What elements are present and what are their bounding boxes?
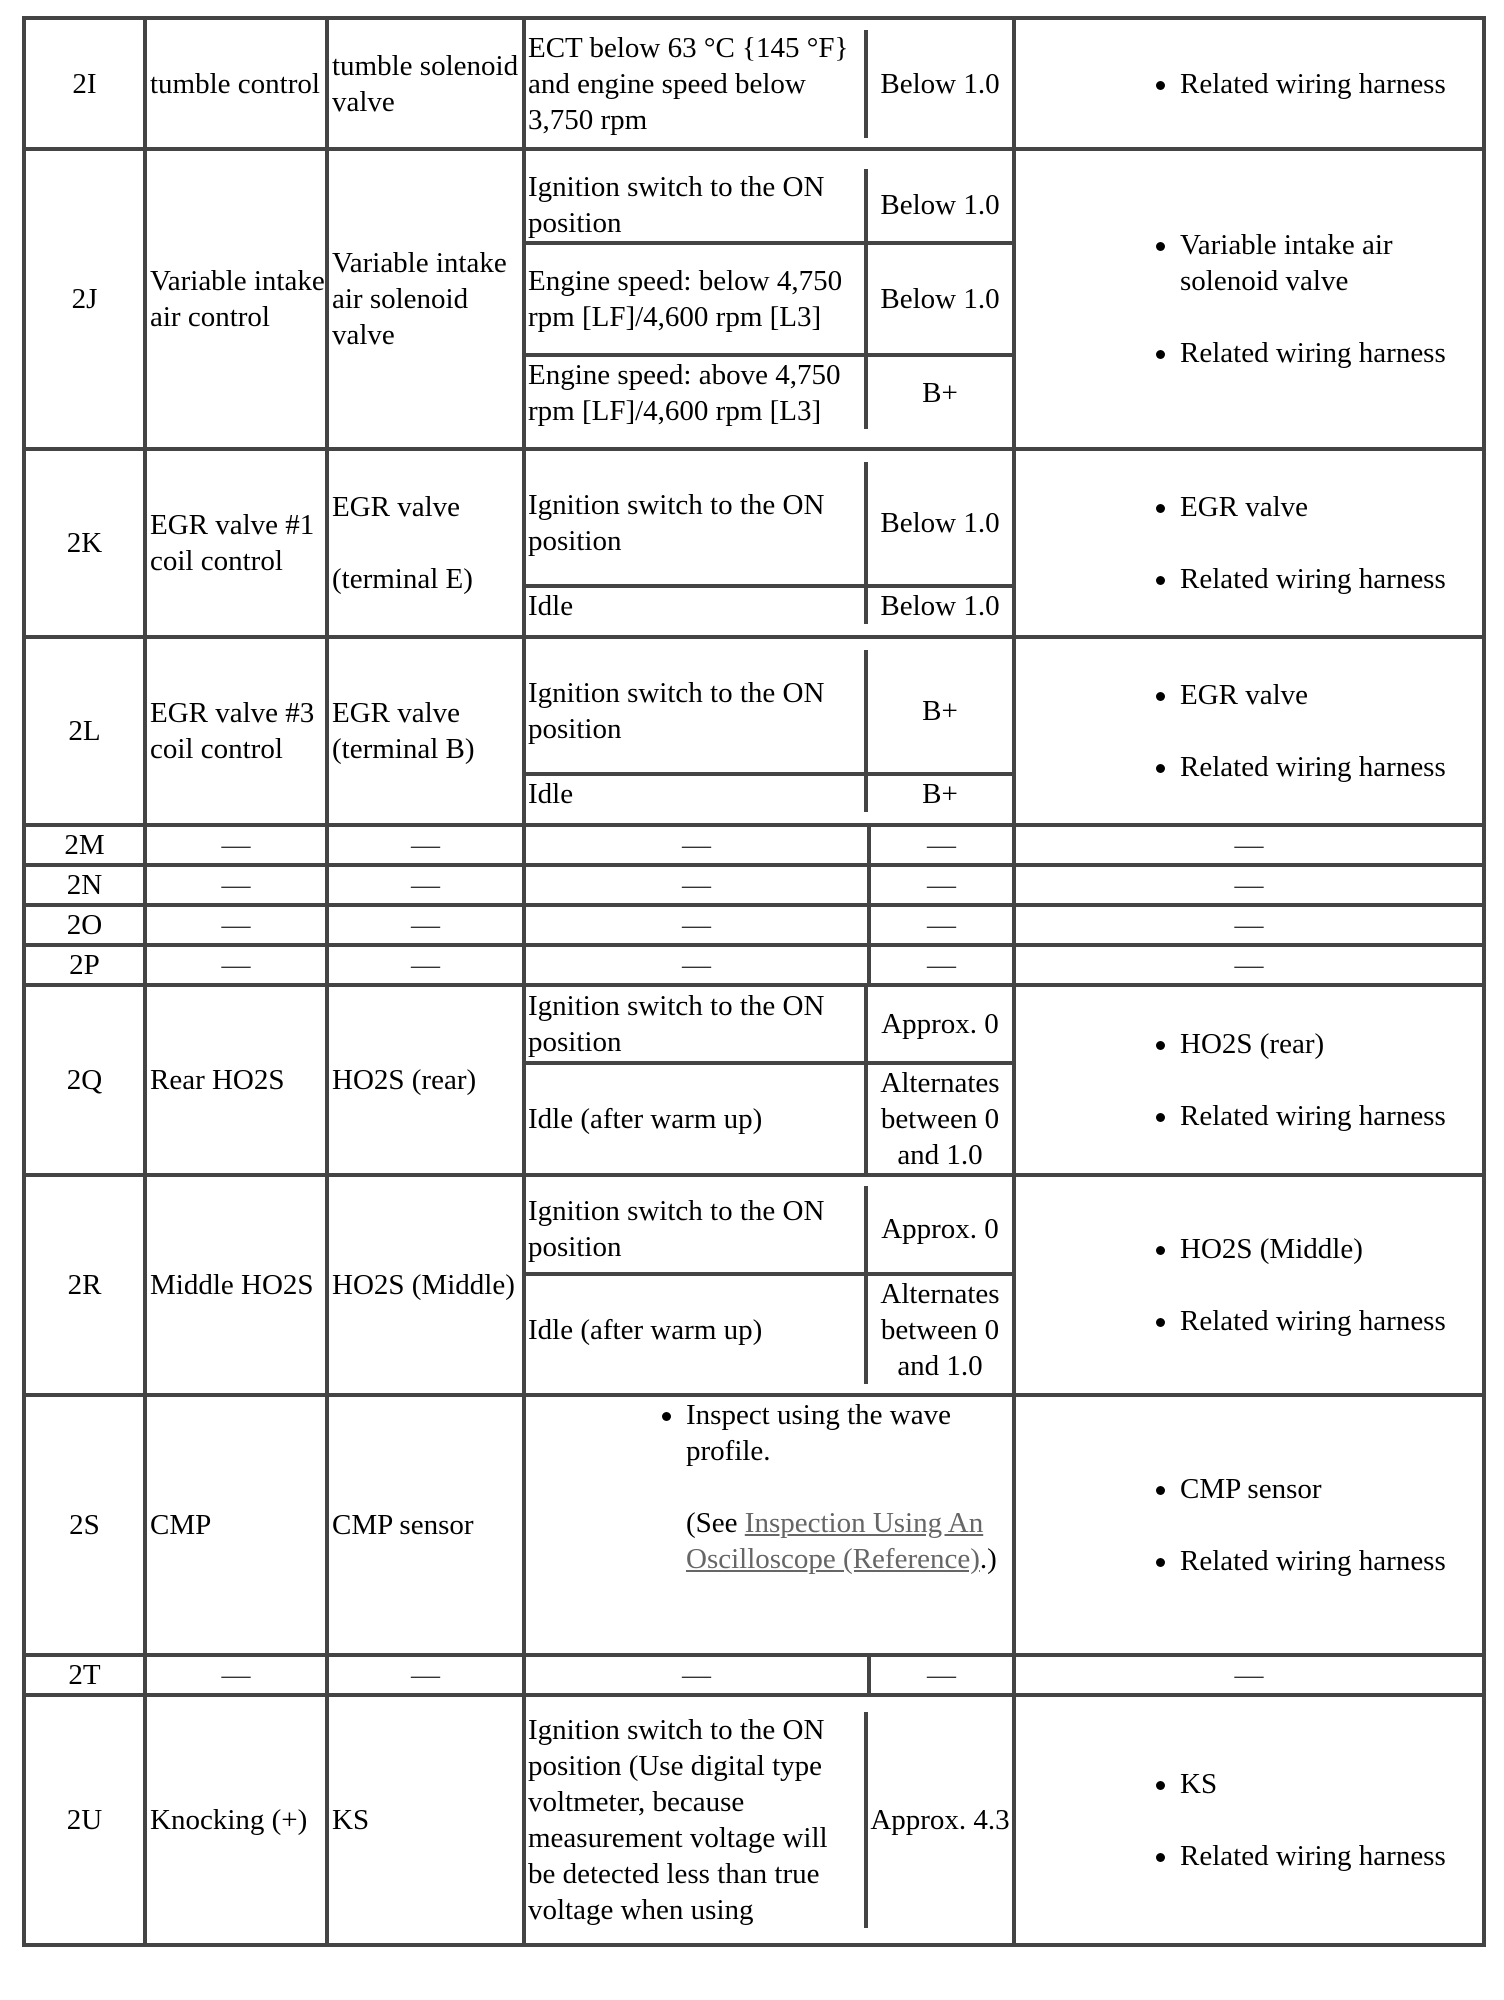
cause-item: CMP sensor (1016, 1471, 1482, 1507)
terminal-cell: 2K (24, 449, 145, 637)
table-row (24, 18, 1484, 149)
condition-cell (524, 449, 1014, 637)
connected-to-cell: Variable intake air solenoid valve (327, 149, 524, 449)
table-row (24, 945, 1484, 985)
cause-item: Related wiring harness (1016, 66, 1482, 102)
signal-cell: Knocking (+) (145, 1695, 327, 1945)
empty-cell: — (524, 945, 869, 985)
table-row (24, 985, 1484, 1175)
voltage-value: B+ (866, 650, 1012, 774)
connected-to-cell: CMP sensor (327, 1395, 524, 1655)
voltage-value: Approx. 4.3 (866, 1712, 1012, 1928)
voltage-value: Approx. 0 (866, 987, 1012, 1063)
possible-cause-cell (1014, 18, 1484, 149)
empty-cell: — (869, 825, 1014, 865)
empty-cell: — (145, 905, 327, 945)
terminal-cell: 2O (24, 905, 145, 945)
cause-item: Related wiring harness (1016, 749, 1482, 785)
terminal-cell: 2L (24, 637, 145, 825)
signal-cell: Rear HO2S (145, 985, 327, 1175)
empty-cell: — (1014, 825, 1484, 865)
condition-cell (524, 1175, 1014, 1395)
signal-cell: CMP (145, 1395, 327, 1655)
voltage-value: Alternates between 0 and 1.0 (866, 1274, 1012, 1384)
condition-cell (524, 149, 1014, 449)
table-row (24, 1655, 1484, 1695)
condition-text: Engine speed: above 4,750 rpm [LF]/4,600 rpm [L3] (526, 355, 866, 429)
possible-cause-cell (1014, 637, 1484, 825)
cause-item: Related wiring harness (1016, 1838, 1482, 1874)
empty-cell: — (145, 1655, 327, 1695)
condition-cell (524, 18, 1014, 149)
empty-cell: — (869, 945, 1014, 985)
table-row (24, 637, 1484, 825)
empty-cell: — (524, 865, 869, 905)
condition-text: ECT below 63 °C {145 °F} and engine speed below 3,750 rpm (528, 31, 849, 136)
see-suffix: .) (979, 1543, 997, 1575)
connected-to-cell: HO2S (Middle) (327, 1175, 524, 1395)
empty-cell: — (327, 905, 524, 945)
empty-cell: — (145, 945, 327, 985)
condition-text: Ignition switch to the ON position (Use digital type voltmeter, because measurement voltage will be detected less than true voltage when using (528, 1714, 828, 1926)
empty-cell: — (1014, 1655, 1484, 1695)
signal-cell: Variable intake air control (145, 149, 327, 449)
inspection-cell (524, 1395, 1014, 1655)
voltage-value: Approx. 0 (866, 1186, 1012, 1274)
signal-cell: Middle HO2S (145, 1175, 327, 1395)
terminal-voltage-table (22, 16, 1486, 1947)
cause-item: Related wiring harness (1016, 561, 1482, 597)
terminal-cell: 2J (24, 149, 145, 449)
table-row (24, 825, 1484, 865)
table-row (24, 905, 1484, 945)
terminal-cell: 2Q (24, 985, 145, 1175)
empty-cell: — (327, 945, 524, 985)
empty-cell: — (1014, 945, 1484, 985)
voltage-value: Below 1.0 (866, 586, 1012, 624)
connected-to-cell: tumble solenoid valve (327, 18, 524, 149)
voltage-value: B+ (866, 774, 1012, 812)
condition-text: Ignition switch to the ON position (528, 990, 825, 1058)
condition-text: Idle (526, 774, 866, 812)
empty-cell: — (145, 865, 327, 905)
condition-cell (524, 985, 1014, 1175)
voltage-value: Below 1.0 (866, 169, 1012, 243)
cause-item: EGR valve (1016, 489, 1482, 525)
voltage-value: Alternates between 0 and 1.0 (866, 1063, 1012, 1173)
empty-cell: — (524, 1655, 869, 1695)
terminal-cell: 2U (24, 1695, 145, 1945)
connected-to-cell (327, 449, 524, 637)
voltage-value: B+ (866, 355, 1012, 429)
terminal-cell: 2M (24, 825, 145, 865)
possible-cause-cell (1014, 1395, 1484, 1655)
cause-item: Variable intake air solenoid valve (1016, 227, 1482, 299)
table-row (24, 1395, 1484, 1655)
cause-item: HO2S (Middle) (1016, 1231, 1482, 1267)
table-row (24, 1175, 1484, 1395)
condition-text: Ignition switch to the ON position (528, 489, 825, 557)
empty-cell: — (327, 1655, 524, 1695)
empty-cell: — (327, 825, 524, 865)
terminal-cell: 2P (24, 945, 145, 985)
voltage-value: Below 1.0 (866, 243, 1012, 355)
condition-cell (524, 1695, 1014, 1945)
empty-cell: — (869, 865, 1014, 905)
cause-item: EGR valve (1016, 677, 1482, 713)
possible-cause-cell (1014, 449, 1484, 637)
condition-text: Ignition switch to the ON position (528, 1195, 825, 1263)
table-row (24, 1695, 1484, 1945)
connected-to-cell: KS (327, 1695, 524, 1945)
cause-item: HO2S (rear) (1016, 1026, 1482, 1062)
empty-cell: — (869, 1655, 1014, 1695)
condition-text: Ignition switch to the ON position (528, 677, 825, 745)
signal-cell: EGR valve #3 coil control (145, 637, 327, 825)
connected-to-line: (terminal E) (332, 563, 473, 595)
cause-item: KS (1016, 1766, 1482, 1802)
terminal-cell: 2S (24, 1395, 145, 1655)
terminal-cell: 2T (24, 1655, 145, 1695)
see-prefix: (See (686, 1507, 745, 1539)
cause-item: Related wiring harness (1016, 1543, 1482, 1579)
condition-text: Engine speed: below 4,750 rpm [LF]/4,600 rpm [L3] (526, 243, 866, 355)
inspection-text: Inspect using the wave profile. (686, 1399, 951, 1467)
table-row (24, 149, 1484, 449)
empty-cell: — (327, 865, 524, 905)
terminal-cell: 2N (24, 865, 145, 905)
cause-item: Related wiring harness (1016, 1303, 1482, 1339)
terminal-cell: 2I (24, 18, 145, 149)
empty-cell: — (1014, 905, 1484, 945)
empty-cell: — (524, 825, 869, 865)
table-row (24, 865, 1484, 905)
condition-text: Idle (after warm up) (526, 1063, 866, 1173)
connected-to-line: EGR valve (332, 491, 461, 523)
condition-text: Idle (526, 586, 866, 624)
connected-to-cell: EGR valve (terminal B) (327, 637, 524, 825)
connected-to-cell: HO2S (rear) (327, 985, 524, 1175)
signal-cell: EGR valve #1 coil control (145, 449, 327, 637)
inspection-oscilloscope-link[interactable]: Inspection Using An Oscilloscope (Reference) (686, 1507, 984, 1575)
voltage-value: Below 1.0 (866, 462, 1012, 586)
empty-cell: — (1014, 865, 1484, 905)
inspection-reference (686, 1505, 1012, 1577)
cause-item: Related wiring harness (1016, 1098, 1482, 1134)
condition-text: Ignition switch to the ON position (528, 171, 825, 239)
terminal-cell: 2R (24, 1175, 145, 1395)
signal-cell: tumble control (145, 18, 327, 149)
voltage-value: Below 1.0 (866, 30, 1012, 138)
empty-cell: — (145, 825, 327, 865)
possible-cause-cell (1014, 1175, 1484, 1395)
condition-text: Idle (after warm up) (526, 1274, 866, 1384)
possible-cause-cell (1014, 1695, 1484, 1945)
cause-item: Related wiring harness (1016, 335, 1482, 371)
empty-cell: — (524, 905, 869, 945)
possible-cause-cell (1014, 985, 1484, 1175)
table-row (24, 449, 1484, 637)
possible-cause-cell (1014, 149, 1484, 449)
empty-cell: — (869, 905, 1014, 945)
condition-cell (524, 637, 1014, 825)
